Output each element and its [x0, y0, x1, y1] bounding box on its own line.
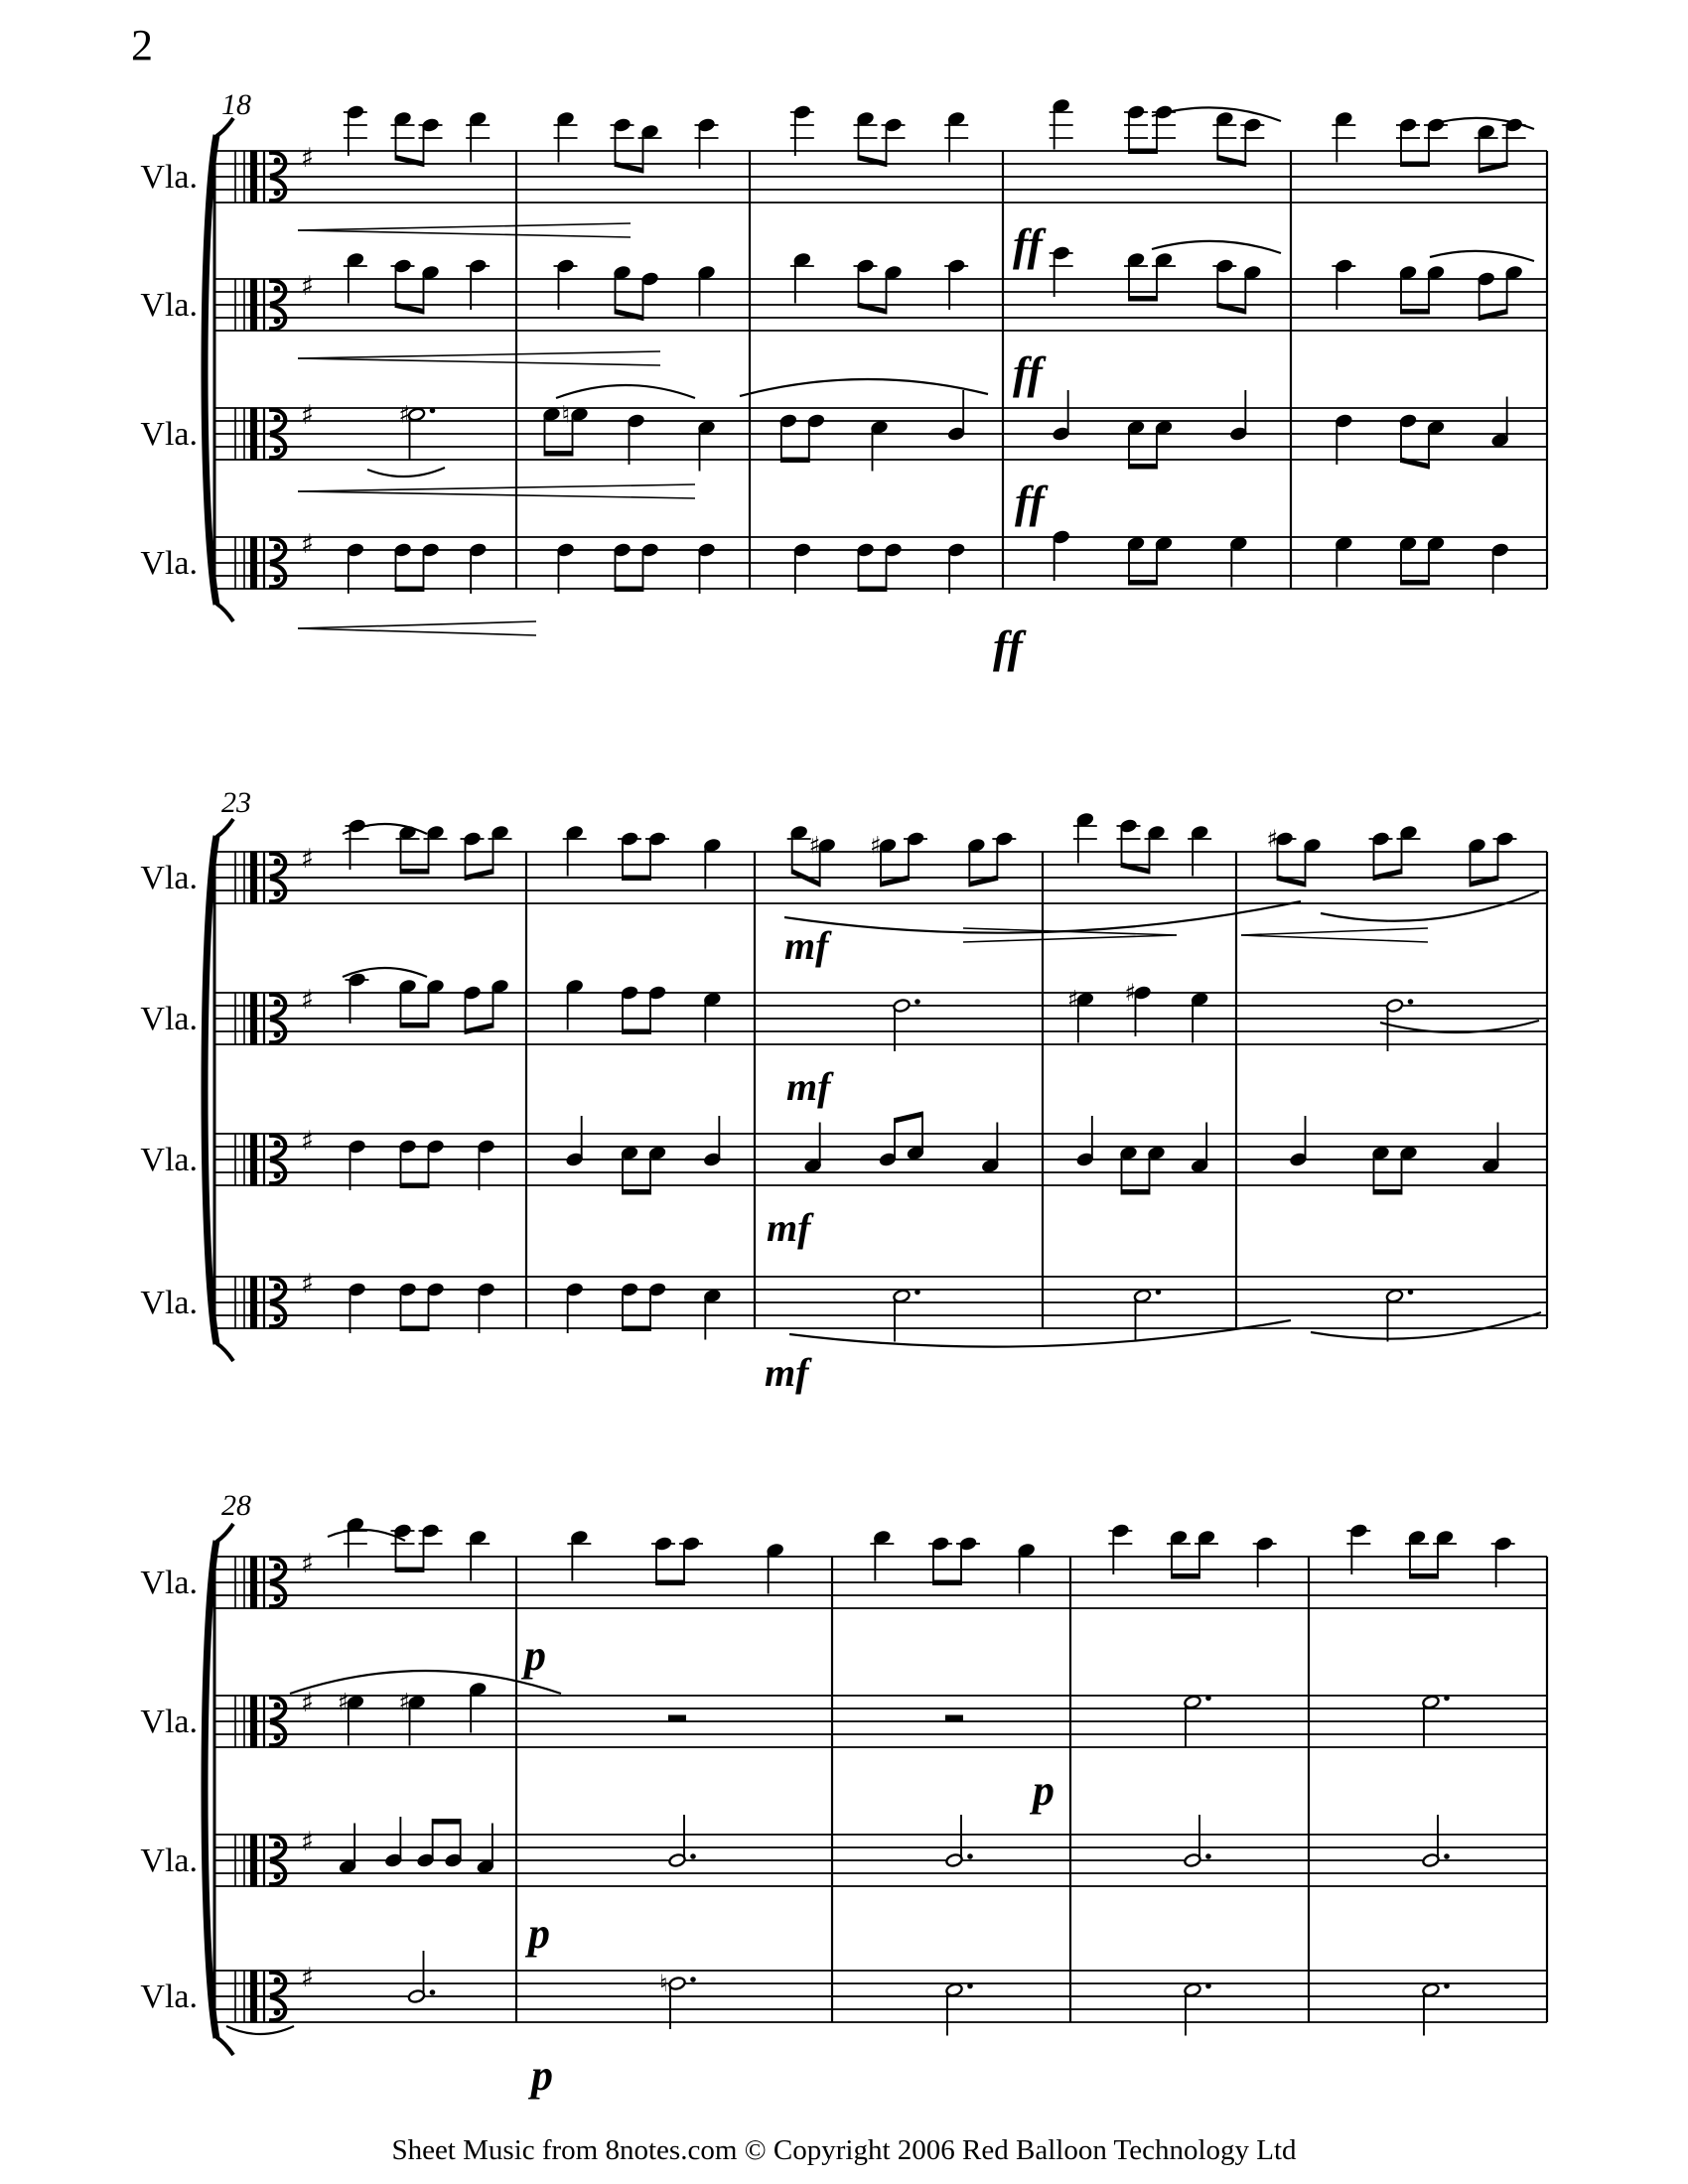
slur [226, 2026, 294, 2034]
beam [1172, 1573, 1199, 1579]
slur [1311, 1312, 1541, 1339]
dynamic-mark: ff [1015, 477, 1045, 527]
accidental-icon: ♯ [1124, 979, 1137, 1007]
key-signature-sharp-icon: ♯ [301, 844, 315, 875]
staff-label: Vla. [140, 287, 198, 324]
beam [1217, 155, 1245, 167]
beam [656, 1580, 684, 1586]
staff-label: Vla. [140, 1142, 198, 1178]
beam [623, 1189, 650, 1195]
alto-clef-icon [250, 852, 257, 903]
beam [545, 451, 573, 457]
staff-label: Vla. [140, 860, 198, 896]
footer-copyright: Sheet Music from 8notes.com © Copyright 2006 Red Balloon Technology Ltd [391, 2134, 1297, 2166]
beam [1374, 1189, 1402, 1195]
beam [466, 869, 493, 881]
accidental-icon: ♯ [1266, 825, 1279, 853]
beam [1401, 309, 1429, 315]
key-signature-sharp-icon: ♯ [301, 1688, 315, 1718]
key-signature-sharp-icon: ♯ [301, 1827, 315, 1857]
half-rest [945, 1715, 963, 1722]
beam [623, 1326, 650, 1332]
dynamic-mark: p [524, 1631, 546, 1680]
accidental-icon: ♮ [659, 1970, 668, 1997]
beam [781, 458, 809, 464]
staff-label: Vla. [140, 545, 198, 582]
slur [290, 1671, 561, 1694]
staff-label: Vla. [140, 1979, 198, 2015]
key-signature-sharp-icon: ♯ [301, 1963, 315, 1993]
beam [1122, 1189, 1150, 1195]
half-rest [668, 1715, 686, 1722]
beam [433, 1819, 461, 1825]
beam [859, 587, 887, 593]
staff-label: Vla. [140, 1704, 198, 1740]
beam [401, 1326, 429, 1332]
staff-label: Vla. [140, 1565, 198, 1601]
dynamic-mark: ff [1013, 347, 1043, 398]
system [140, 786, 1547, 1395]
beam [1479, 309, 1507, 321]
dynamic-mark: p [1033, 1766, 1055, 1815]
beam [1129, 464, 1157, 470]
measure-number: 18 [221, 88, 251, 121]
page-number: 2 [131, 21, 153, 69]
dynamic-mark: ff [993, 621, 1023, 672]
beam [623, 1029, 650, 1035]
beam [616, 309, 643, 321]
accidental-icon: ♯ [870, 831, 882, 860]
beam [401, 1183, 429, 1189]
beam [466, 1023, 493, 1034]
accidental-icon: ♯ [808, 831, 821, 860]
beam [396, 587, 424, 593]
slur [1321, 891, 1539, 921]
beam [616, 587, 643, 593]
beam [1129, 580, 1157, 586]
alto-clef-icon [250, 1277, 257, 1328]
key-signature-sharp-icon: ♯ [301, 1549, 315, 1579]
dynamic-mark: ff [1013, 219, 1043, 270]
alto-clef-icon [250, 537, 257, 589]
beam [1410, 1573, 1438, 1579]
dynamic-mark: mf [786, 1064, 831, 1109]
alto-clef-icon [250, 279, 257, 331]
accidental-icon: ♯ [337, 1688, 350, 1716]
key-signature-sharp-icon: ♯ [301, 1269, 315, 1299]
alto-clef-icon [250, 1696, 257, 1747]
alto-clef-icon [250, 1835, 257, 1886]
beam [401, 1023, 429, 1028]
dynamic-mark: p [531, 2051, 553, 2100]
beam [895, 1112, 922, 1124]
key-signature-sharp-icon: ♯ [301, 400, 315, 431]
alto-clef-icon [250, 1971, 257, 2022]
dynamic-mark: mf [765, 1350, 809, 1395]
alto-clef-icon [250, 151, 257, 203]
beam [1401, 162, 1429, 168]
key-signature-sharp-icon: ♯ [301, 1126, 315, 1157]
staff-label: Vla. [140, 159, 198, 196]
measure-number: 23 [221, 786, 251, 819]
slur [1430, 251, 1534, 261]
beam [1401, 580, 1429, 586]
accidental-icon: ♯ [398, 1688, 411, 1716]
alto-clef-icon [250, 993, 257, 1044]
beam [1129, 149, 1157, 155]
beam [396, 155, 424, 167]
slur [1152, 241, 1281, 253]
system [140, 88, 1547, 672]
alto-clef-icon [250, 408, 257, 460]
slur [789, 1320, 1291, 1347]
beam [623, 876, 650, 882]
system [140, 1489, 1547, 2100]
staff-label: Vla. [140, 1285, 198, 1321]
dynamic-mark: mf [784, 923, 829, 968]
dynamic-mark: p [528, 1909, 550, 1958]
beam [859, 155, 887, 167]
slur [740, 379, 988, 396]
key-signature-sharp-icon: ♯ [301, 271, 315, 302]
key-signature-sharp-icon: ♯ [301, 985, 315, 1016]
beam [396, 1568, 424, 1573]
accidental-icon: ♮ [561, 400, 571, 429]
beam [401, 869, 429, 875]
dynamic-mark: mf [767, 1205, 811, 1250]
measure-number: 28 [221, 1489, 251, 1522]
slur [367, 468, 445, 477]
slur [556, 385, 695, 398]
key-signature-sharp-icon: ♯ [301, 143, 315, 174]
beam [1129, 296, 1157, 302]
beam [933, 1580, 961, 1586]
staff-label: Vla. [140, 1001, 198, 1037]
alto-clef-icon [250, 1134, 257, 1185]
staff-label: Vla. [140, 416, 198, 453]
alto-clef-icon [250, 1557, 257, 1608]
beam [1374, 869, 1402, 881]
key-signature-sharp-icon: ♯ [301, 529, 315, 560]
accidental-icon: ♯ [1066, 985, 1079, 1014]
accidental-icon: ♯ [398, 400, 411, 429]
staff-label: Vla. [140, 1843, 198, 1879]
